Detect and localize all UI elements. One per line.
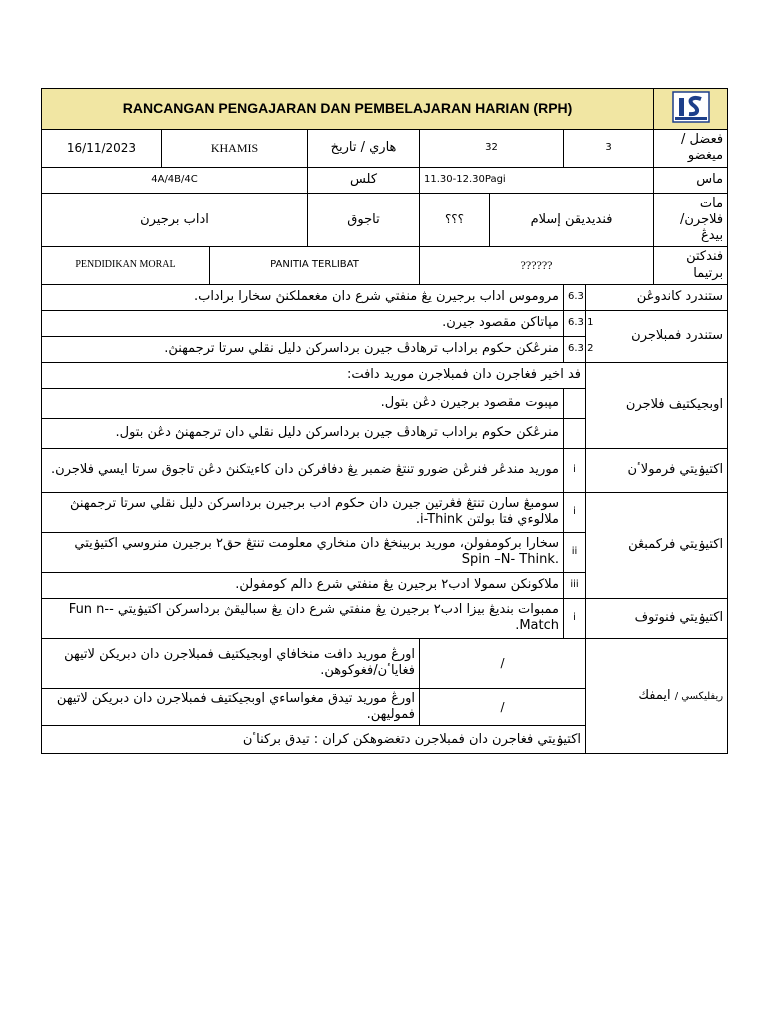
permulaan-label: اكتيۏيتي فرمولاٴن [586,448,728,492]
impak-2-mark: / [420,688,586,726]
header-row [42,89,728,130]
perkembangan-1-num: i [564,492,586,532]
sp-1-code: 6.3.1 [564,310,586,336]
perkembangan-3-text: ملاكونكن سمولا ادب٢ برجيرن يڠ منفتي شرع دالم كومفولن. [42,572,564,598]
objektif-num-1 [564,388,586,418]
penutup-num: i [564,598,586,638]
perkembangan-1-text: سومبڠ سارن تنتڠ فڠرتين جيرن دان حكوم ادب برجيرن برداسركن دليل نقلي سرتا ترجمهنڽ ملالوءي فتا بولتن i-Think. [42,492,564,532]
panitia-value: PANITIA TERLIBAT [210,247,420,285]
objektif-num-2 [564,418,586,448]
objektif-item-2: منرڠكن حكوم براداب ترهادڤ جيرن برداسركن دليل نقلي دان ترجمهنڽ دڠن بتول. [42,418,564,448]
tajuk-label: تاجوق [308,193,420,247]
perkembangan-3-num: iii [564,572,586,598]
row-focus [42,247,728,285]
date-value: 16/11/2023 [42,130,162,168]
day-value: KHAMIS [162,130,308,168]
sp-1-text: مڽاتاكن مقصود جيرن. [42,310,564,336]
masa-label: ماس [654,167,728,193]
hari-number: 32 [420,130,564,168]
objektif-label: اوبجيکتيف فلاجرن [586,362,728,448]
hari-label: هاري / تاريخ [308,130,420,168]
permulaan-num: i [564,448,586,492]
kelas-value: 4A/4B/4C [42,167,308,193]
row-impak-1 [42,638,728,688]
impak-footer: اكتيۏيتي فغاجرن دان فمبلاجرن دتغضوهكن كران : تيدق بركناٴن [42,726,586,754]
permulaan-text: موريد مندڠر فنرڠن ضورو تنتڠ ضمبر يڠ دفافركن دان كاءيتكنڽ دڠن تاجوق سرتا ايسي فلاجرن. [42,448,564,492]
row-penutup [42,598,728,638]
row-class [42,167,728,193]
sp-2-text: منرڠكن حكوم براداب ترهادڤ جيرن برداسركن دليل نقلي سرتا ترجمهنڽ. [42,336,564,362]
row-objektif-intro [42,362,728,388]
tajuk-value: اداب برجيرن [42,193,308,247]
row-standard-kandungan [42,284,728,310]
perkembangan-label: اكتيۏيتي فركمبڠن [586,492,728,598]
masa-value: 11.30-12.30Pagi [420,167,654,193]
school-logo-icon [671,90,711,124]
penutup-label: اكتيۏيتي فنوتوف [586,598,728,638]
kelas-label: كلس [308,167,420,193]
mata-mark: ؟؟؟ [420,193,490,247]
logo [654,89,728,130]
document-title: RANCANGAN PENGAJARAN DAN PEMBELAJARAN HARIAN (RPH) [42,89,654,130]
sp-2-code: 6.3.2 [564,336,586,362]
objektif-item-1: مڽبوت مقصود برجيرن دڠن بتول. [42,388,564,418]
row-perkembangan-1 [42,492,728,532]
sk-label: ستندرد كاندوڠن [586,284,728,310]
mata-value: فنديديقن إسلام [490,193,654,247]
impak-1-text: اورڠ موريد دافت منخافاي اوبجيكتيف فمبلاجرن دان دبريكن لاتيهن فغاياٴن/فغوكوهن. [42,638,420,688]
impak-label: ايمفك [638,687,671,703]
impak-label-cell [586,638,728,754]
row-date [42,130,728,168]
fokus-label: فندكتن برتيما [654,247,728,285]
row-permulaan [42,448,728,492]
sp-label: ستندرد فمبلاجرن [586,310,728,362]
penutup-text: ممبوات بنديڠ بيزا ادب٢ برجيرن يڠ منفتي شرع دان يڠ سباليقڽ برداسركن اكتيۏيتي -Fun n-Match. [42,598,564,638]
row-sp-1 [42,310,728,336]
perkembangan-2-num: ii [564,532,586,572]
impak-1-mark: / [420,638,586,688]
row-subject [42,193,728,247]
fokus-value: ?????? [420,247,654,285]
mata-label: مات فلاجرن/ بيدڠ [654,193,728,247]
perkembangan-2-text: سخارا بركومفولن، موريد بربينخڠ دان منخاري معلومت تنتڠ حق٢ برجيرن منروسي اكتيۏيتي .Spin –N- Think [42,532,564,572]
sk-text: مروموس اداب برجيرن يڠ منفتي شرع دان مغعملكنڽ سخارا براداب. [42,284,564,310]
sk-code: 6.3 [564,284,586,310]
objektif-intro: فد اخير فغاجرن دان فمبلاجرن موريد دافت: [42,362,586,388]
minggu-value: 3 [564,130,654,168]
impak-2-text: اورڠ موريد تيدق مغواساءي اوبجيكتيف فمبلاجرن دان دبريكن لاتيهن فموليهن. [42,688,420,726]
impak-label-small: ريفليكسي / [674,690,724,702]
rph-document [41,88,727,754]
subject-value: PENDIDIKAN MORAL [42,247,210,285]
rph-table [41,88,728,754]
minggu-label: فعضل / ميغضو [654,130,728,168]
